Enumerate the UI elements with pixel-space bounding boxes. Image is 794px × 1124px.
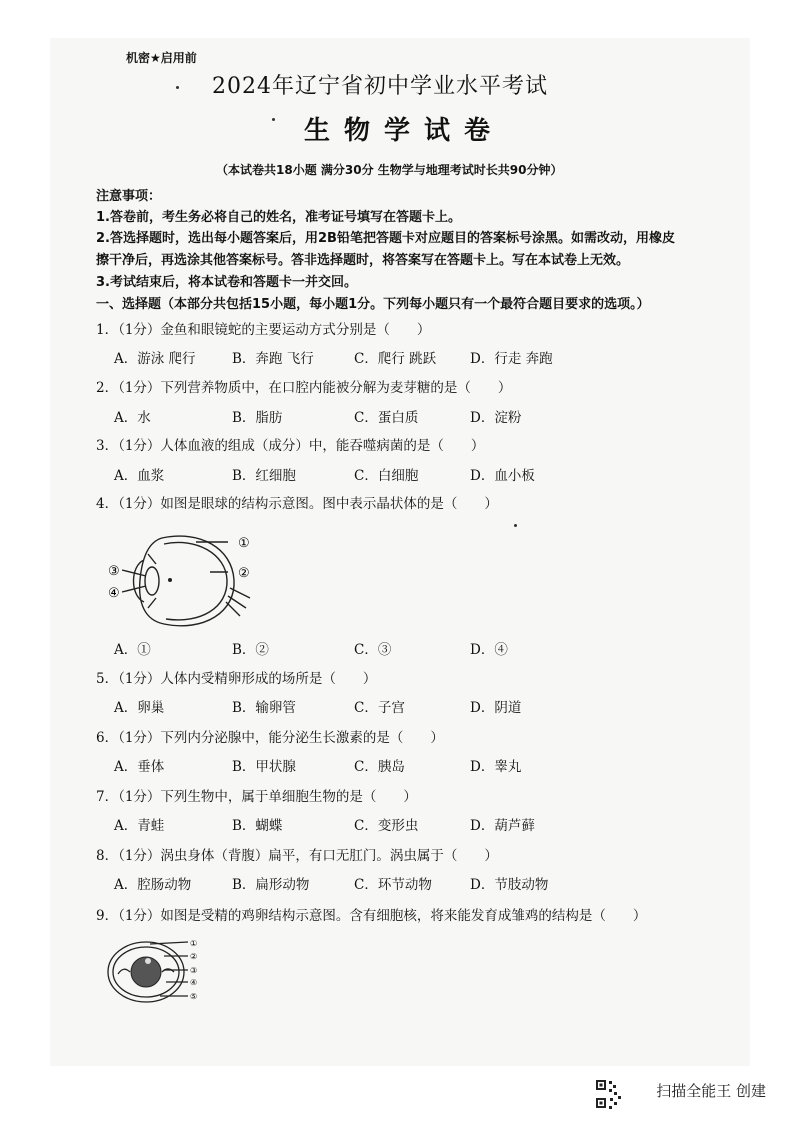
eye-label-4: ④ xyxy=(108,586,120,601)
question-5: 5．（1分）人体内受精卵形成的场所是（ ） xyxy=(96,671,377,687)
scanner-watermark: 扫描全能王 创建 xyxy=(656,1082,766,1100)
egg-diagram xyxy=(104,934,214,1006)
q5-option-c: C．子宫 xyxy=(354,700,405,716)
scan-speck xyxy=(272,118,275,121)
question-6: 6．（1分）下列内分泌腺中，能分泌生长激素的是（ ） xyxy=(96,730,444,746)
scan-speck xyxy=(514,524,517,527)
q4-option-d: D．④ xyxy=(470,642,508,658)
eye-lens xyxy=(145,567,159,595)
qr-code-icon xyxy=(594,1078,628,1112)
question-9: 9．（1分）如图是受精的鸡卵结构示意图。含有细胞核，将来能发育成雏鸡的结构是（ ） xyxy=(96,908,647,924)
q6-option-a: A．垂体 xyxy=(114,759,165,775)
egg-label-4: ④ xyxy=(190,978,198,987)
q1-option-a: A．游泳 爬行 xyxy=(114,351,196,367)
q8-option-a: A．腔肠动物 xyxy=(114,877,192,893)
q8-option-c: C．环节动物 xyxy=(354,877,432,893)
q5-option-d: D．阴道 xyxy=(470,700,522,716)
question-1: 1．（1分）金鱼和眼镜蛇的主要运动方式分别是（ ） xyxy=(96,322,431,338)
q1-option-c: C．爬行 跳跃 xyxy=(354,351,437,367)
question-4: 4．（1分）如图是眼球的结构示意图。图中表示晶状体的是（ ） xyxy=(96,496,498,512)
q8-option-b: B．扁形动物 xyxy=(232,877,310,893)
eye-diagram xyxy=(100,524,260,638)
q6-option-d: D．睾丸 xyxy=(470,759,522,775)
q2-option-a: A．水 xyxy=(114,410,151,426)
q3-option-c: C．白细胞 xyxy=(354,468,419,484)
q7-option-c: C．变形虫 xyxy=(354,818,419,834)
q2-option-b: B．脂肪 xyxy=(232,410,283,426)
egg-label-3: ③ xyxy=(190,966,198,975)
question-7: 7．（1分）下列生物中，属于单细胞生物的是（ ） xyxy=(96,789,417,805)
eye-label-3: ③ xyxy=(108,564,120,579)
q3-option-a: A．血浆 xyxy=(114,468,165,484)
instruction-item-3: 3.考试结束后，将本试卷和答题卡一并交回。 xyxy=(96,275,357,290)
q8-option-d: D．节肢动物 xyxy=(470,877,549,893)
q5-option-a: A．卵巢 xyxy=(114,700,165,716)
q2-option-c: C．蛋白质 xyxy=(354,410,419,426)
q4-option-a: A．① xyxy=(114,642,151,658)
egg-label-1: ① xyxy=(190,939,198,948)
instructions-heading: 注意事项： xyxy=(96,189,162,204)
q1-option-d: D．行走 奔跑 xyxy=(470,351,553,367)
egg-label-2: ② xyxy=(190,952,198,961)
section-heading: 一、选择题（本部分共包括15小题，每小题1分。下列每小题只有一个最符合题目要求的选项。） xyxy=(96,297,650,312)
instruction-item-2-cont: 擦干净后，再选涂其他答案标号。答非选择题时，将答案写在答题卡上。写在本试卷上无效。 xyxy=(96,253,630,268)
q1-option-b: B．奔跑 飞行 xyxy=(232,351,314,367)
q3-option-b: B．红细胞 xyxy=(232,468,296,484)
paper-subtitle: 生物学试卷 xyxy=(304,116,505,146)
q4-option-c: C．③ xyxy=(354,642,392,658)
eye-sclera xyxy=(140,536,234,626)
eye-label-2: ② xyxy=(238,566,250,581)
exam-title: 2024年辽宁省初中学业水平考试 xyxy=(212,74,548,99)
q7-option-b: B．蝴蝶 xyxy=(232,818,283,834)
egg-label-5: ⑤ xyxy=(190,992,198,1001)
eye-choroid xyxy=(164,542,227,619)
confidential-label: 机密★启用前 xyxy=(126,51,197,65)
q6-option-c: C．胰岛 xyxy=(354,759,405,775)
eye-label-1: ① xyxy=(238,536,250,551)
q4-option-b: B．② xyxy=(232,642,269,658)
q2-option-d: D．淀粉 xyxy=(470,410,522,426)
question-8: 8．（1分）涡虫身体（背腹）扁平，有口无肛门。涡虫属于（ ） xyxy=(96,848,498,864)
question-3: 3．（1分）人体血液的组成（成分）中，能吞噬病菌的是（ ） xyxy=(96,438,485,454)
q6-option-b: B．甲状腺 xyxy=(232,759,296,775)
q7-option-d: D．葫芦藓 xyxy=(470,818,535,834)
q7-option-a: A．青蛙 xyxy=(114,818,165,834)
egg-germinal-disc xyxy=(145,958,151,964)
q3-option-d: D．血小板 xyxy=(470,468,535,484)
q5-option-b: B．输卵管 xyxy=(232,700,296,716)
question-2: 2．（1分）下列营养物质中，在口腔内能被分解为麦芽糖的是（ ） xyxy=(96,380,512,396)
scan-speck xyxy=(176,86,179,89)
instruction-item-1: 1.答卷前，考生务必将自己的姓名，准考证号填写在答题卡上。 xyxy=(96,210,461,225)
exam-note: （本试卷共18小题 满分30分 生物学与地理考试时长共90分钟） xyxy=(216,163,563,177)
instruction-item-2: 2.答选择题时，选出每小题答案后，用2B铅笔把答题卡对应题目的答案标号涂黑。如需改动，用橡皮 xyxy=(96,231,675,246)
